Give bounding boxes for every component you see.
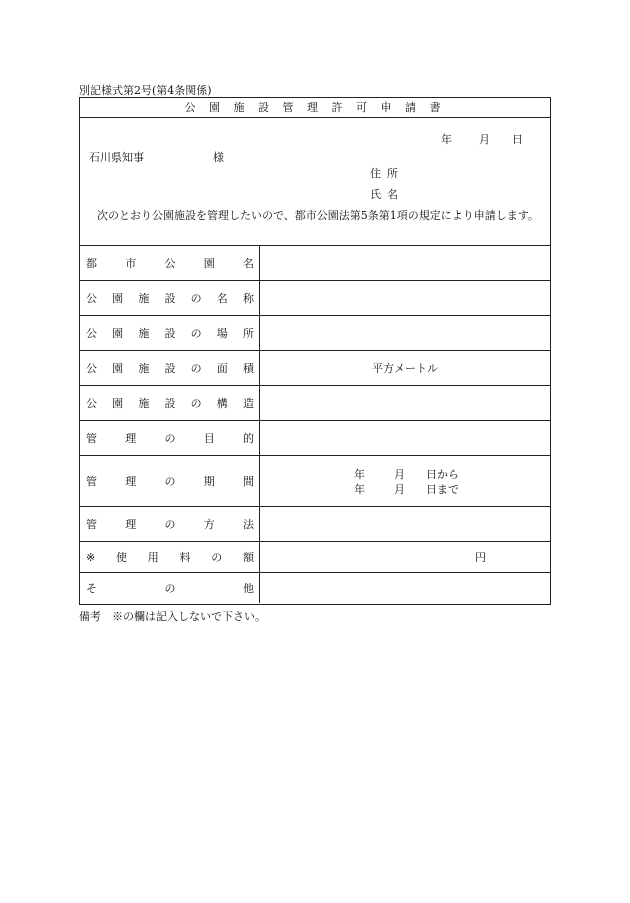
period-start-day: 日から — [426, 468, 459, 481]
application-statement: 次のとおり公園施設を管理したいので、都市公園法第5条第1項の規定により申請します。 — [97, 209, 539, 222]
label-char: 設 — [164, 397, 176, 410]
label-char: 施 — [138, 397, 150, 410]
label-char: 都 — [86, 257, 97, 270]
label-char: 園 — [112, 327, 124, 340]
label-char: の — [190, 362, 202, 375]
row-label — [80, 456, 260, 506]
label-char: そ — [86, 582, 97, 595]
row-management-method — [80, 507, 550, 542]
row-facility-name — [80, 281, 550, 316]
label-char: 造 — [242, 397, 254, 410]
label-char: 施 — [138, 292, 150, 305]
label-char: 期 — [203, 475, 215, 488]
row-value-field[interactable] — [260, 386, 550, 420]
form-table — [80, 246, 550, 603]
row-value-field[interactable] — [260, 316, 550, 350]
date-year-label: 年 — [441, 133, 452, 146]
label-char: 他 — [243, 582, 254, 595]
label-char: 公 — [164, 257, 176, 270]
row-facility-structure — [80, 386, 550, 421]
period-start-month: 月 — [394, 468, 405, 481]
label-char: 設 — [164, 292, 176, 305]
label-char: 場 — [216, 327, 228, 340]
label-char: 園 — [112, 292, 124, 305]
row-usage-fee — [80, 542, 550, 573]
label-char: の — [190, 327, 202, 340]
label-char: 面 — [216, 362, 228, 375]
row-value-field[interactable] — [260, 456, 550, 506]
label-char: の — [164, 582, 176, 595]
label-char: 的 — [243, 432, 254, 445]
label-char: 名 — [243, 257, 254, 270]
period-start-year: 年 — [354, 468, 365, 481]
date-day-label: 日 — [512, 133, 523, 146]
label-char: 構 — [216, 397, 228, 410]
row-facility-location — [80, 316, 550, 351]
row-value-field[interactable] — [260, 507, 550, 541]
row-label — [80, 386, 260, 420]
label-char: 間 — [243, 475, 254, 488]
form-code: 別記様式第2号(第4条関係) — [79, 84, 212, 97]
row-other — [80, 573, 550, 603]
row-value-field[interactable] — [260, 281, 550, 315]
name-label: 氏名 — [370, 188, 404, 201]
label-char: 公 — [86, 362, 97, 375]
label-char: の — [190, 292, 202, 305]
row-facility-area — [80, 351, 550, 386]
address-label: 住所 — [370, 167, 404, 180]
honorific: 様 — [213, 151, 224, 164]
label-char: 管 — [86, 475, 97, 488]
label-char: 理 — [125, 518, 137, 531]
row-value-field[interactable] — [260, 246, 550, 280]
label-char: 理 — [125, 432, 137, 445]
label-char: 園 — [112, 362, 124, 375]
row-park-name — [80, 246, 550, 281]
label-char: 理 — [125, 475, 137, 488]
application-form — [79, 97, 551, 605]
period-start — [354, 467, 459, 482]
period-end-month: 月 — [394, 483, 405, 496]
period-end — [354, 482, 459, 497]
label-char: 積 — [242, 362, 254, 375]
row-label — [80, 573, 260, 603]
period-range — [354, 467, 459, 497]
label-char: 公 — [86, 327, 97, 340]
row-label — [80, 281, 260, 315]
label-char: 料 — [179, 551, 191, 564]
row-label — [80, 316, 260, 350]
label-char: ※ — [86, 550, 96, 564]
form-title: 公 園 施 設 管 理 許 可 申 請 書 — [80, 98, 550, 118]
row-value-field[interactable] — [260, 542, 550, 572]
label-char: の — [164, 432, 176, 445]
label-char: の — [164, 475, 176, 488]
label-char: 園 — [112, 397, 124, 410]
label-char: 額 — [242, 551, 254, 564]
label-char: 設 — [164, 327, 176, 340]
period-end-year: 年 — [354, 483, 365, 496]
label-char: 称 — [242, 292, 254, 305]
label-char: 施 — [138, 327, 150, 340]
row-management-period — [80, 456, 550, 507]
label-char: 市 — [125, 257, 137, 270]
label-char: 使 — [115, 551, 127, 564]
label-char: の — [211, 551, 223, 564]
label-char: 法 — [243, 518, 254, 531]
row-label — [80, 351, 260, 385]
row-label — [80, 246, 260, 280]
label-char: 方 — [203, 518, 215, 531]
row-label — [80, 542, 260, 572]
row-value-field[interactable] — [260, 573, 550, 603]
label-char: 公 — [86, 292, 97, 305]
fee-unit-label: 円 — [475, 551, 486, 564]
label-char: 目 — [203, 432, 215, 445]
label-char: 名 — [216, 292, 228, 305]
remark-note: 備考 ※の欄は記入しないで下さい。 — [79, 610, 266, 623]
label-char: 管 — [86, 518, 97, 531]
label-char: 園 — [203, 257, 215, 270]
addressee: 石川県知事 — [89, 151, 144, 164]
label-char: 設 — [164, 362, 176, 375]
label-char: 公 — [86, 397, 97, 410]
period-end-day: 日まで — [426, 483, 459, 496]
row-management-purpose — [80, 421, 550, 456]
label-char: 所 — [242, 327, 254, 340]
date-month-label: 月 — [479, 133, 490, 146]
row-value-field[interactable] — [260, 351, 550, 385]
label-char: の — [190, 397, 202, 410]
row-label — [80, 421, 260, 455]
applicant-section — [80, 118, 550, 246]
label-char: 施 — [138, 362, 150, 375]
row-label — [80, 507, 260, 541]
label-char: 用 — [147, 551, 159, 564]
label-char: の — [164, 518, 176, 531]
label-char: 管 — [86, 432, 97, 445]
area-unit-label: 平方メートル — [372, 362, 438, 375]
row-value-field[interactable] — [260, 421, 550, 455]
